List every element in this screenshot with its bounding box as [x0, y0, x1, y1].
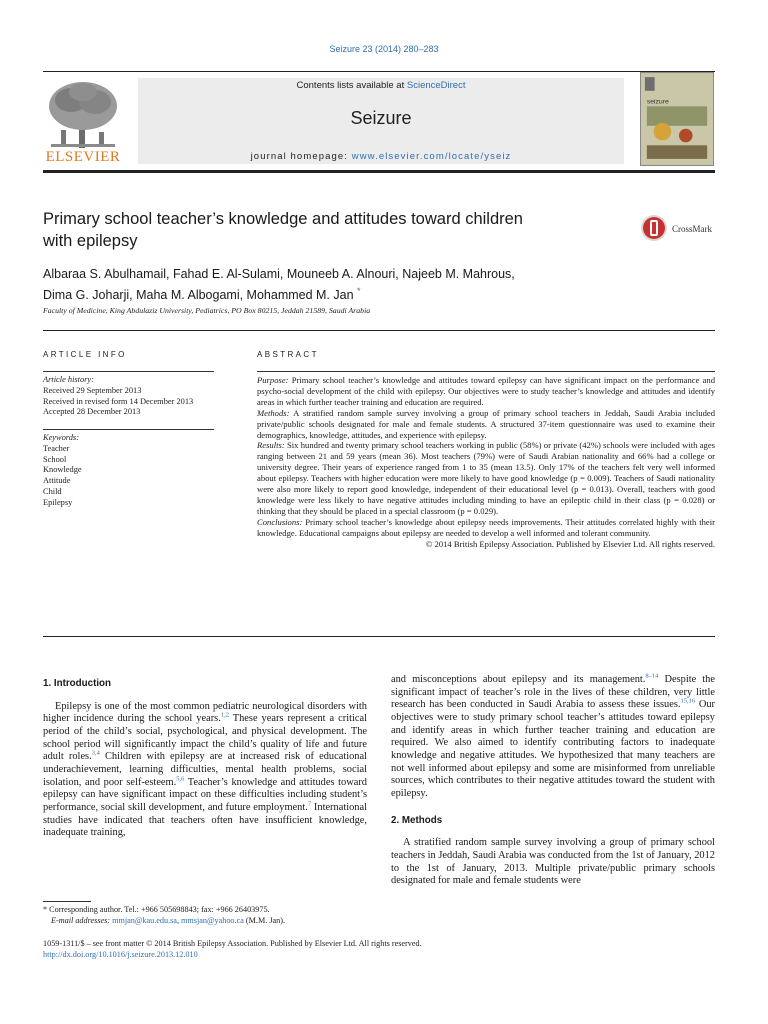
abstract-top-rule: [257, 371, 715, 372]
conclusions-label: Conclusions:: [257, 516, 303, 527]
footnote-contact: Corresponding author. Tel.: +966 505698843; fax: +966 26403975.: [47, 905, 270, 914]
intro-continued-paragraph: [391, 674, 715, 801]
abstract-conclusions: [257, 517, 715, 539]
reference-link[interactable]: 15,16: [680, 697, 696, 705]
intro-text-2: These years represent a critical period of the child’s social, psychological, and physical development. The school period will significantly impact the child’s quality of life and future adult roles.: [43, 713, 367, 763]
masthead-bottom-rule: [43, 170, 715, 173]
issn-line: 1059-1311/$ – see front matter © 2014 British Epilepsy Association. Published by Elsevier Ltd. All rights reserved.: [43, 939, 422, 948]
doi-link[interactable]: http://dx.doi.org/10.1016/j.seizure.2013.12.010: [43, 950, 198, 959]
keyword-item: Child: [43, 486, 62, 496]
crossmark-label[interactable]: CrossMark: [672, 224, 712, 234]
abstract-copyright: © 2014 British Epilepsy Association. Published by Elsevier Ltd. All rights reserved.: [425, 538, 715, 549]
article-info-rule: [43, 371, 214, 372]
homepage-link[interactable]: www.elsevier.com/locate/yseiz: [351, 151, 512, 162]
keyword-item: School: [43, 454, 67, 464]
abstract-heading: ABSTRACT: [257, 350, 319, 359]
keywords-block: [43, 433, 243, 509]
abstract-methods: [257, 408, 715, 441]
introduction-paragraph: [43, 701, 367, 840]
body-column-left: [43, 674, 367, 840]
journal-homepage-line: [138, 151, 624, 162]
front-matter-footer: [43, 938, 703, 960]
intro-text-5: International studies have indicated that teachers often have insufficient knowledge, inadequate training,: [43, 801, 367, 839]
introduction-heading: 1. Introduction: [43, 678, 112, 689]
abstract-results: [257, 440, 715, 516]
title-line-1: Primary school teacher’s knowledge and attitudes toward children: [43, 210, 523, 228]
purpose-text: Primary school teacher’s knowledge and attitudes toward epilepsy can have significant impact on the performance and psycho-social development of the child with epilepsy. Our objectives were to study teacher’s knowledge and attitudes and identify areas in which further teacher training and education are required.: [257, 375, 715, 407]
article-info-heading: ARTICLE INFO: [43, 350, 127, 359]
keywords-label: Keywords:: [43, 433, 79, 442]
intro-text-1: Epilepsy is one of the most common pediatric neurological disorders with higher incidence during the school years.: [43, 700, 367, 725]
conclusions-text: Primary school teacher’s knowledge about epilepsy needs improvements. Their attitudes correlated highly with their knowledge. Educational campaigns about epilepsy are needed to develop a well informed and tolerant community.: [257, 516, 715, 538]
reference-link[interactable]: 1,2: [220, 711, 229, 719]
purpose-label: Purpose:: [257, 375, 289, 385]
intro-text-4: Teacher’s knowledge and attitudes toward epilepsy can have significant impact on these difficulties including student’s performance, social skill development, and future employment.: [43, 776, 367, 813]
reference-link[interactable]: 8–14: [645, 672, 659, 680]
results-text: Six hundred and twenty primary school teachers working in public (58%) or private (42%) schools were included with ages ranging between 21 and 59 years (mean 36). Most teachers (79%) were of Saudi Arabian nationality and 66% had a college or university degree. Their years of experience ranged from 1 to 35 (mean 13.5). Only 17% of the teachers felt very well informed about epilepsy. Teachers with higher education were more likely to have good knowledge (p = 0.009). Teachers of Saudi nationality were also more likely to report good knowledge, independent of their educational level (p = 0.013). Overall, teachers with good knowledge were less likely to have negative attitudes including minding to have an epileptic child in their class (p = 0.028) or thinking that they should be placed in a special classroom (p = 0.029).: [257, 440, 715, 516]
right-text-1: and misconceptions about epilepsy and its management.: [391, 674, 646, 685]
title-line-2: with epilepsy: [43, 232, 138, 250]
methods-heading: 2. Methods: [391, 814, 443, 826]
header-rule: [43, 330, 715, 331]
intro-text-3: Children with epilepsy are at increased risk of educational underachievement, learning difficulties, mental health problems, social isolation, and poor self-esteem.: [43, 751, 367, 788]
right-text-2: Despite the significant impact of teacher’s role in the lives of these children, very little research has been conducted in Saudi Arabia to assess these issues.: [391, 674, 715, 711]
contents-line: [138, 80, 624, 91]
authors-line-2: Dima G. Joharji, Maha M. Albogami, Mohammed M. Jan: [43, 288, 354, 303]
paper-title: [43, 208, 623, 252]
footnote-rule: [43, 901, 91, 902]
affiliation: Faculty of Medicine, King Abdulaziz University, Pediatrics, PO Box 80215, Jeddah 21589, Saudi Arabia: [43, 306, 371, 315]
authors-line-1: Albaraa S. Abulhamail, Fahad E. Al-Sulami, Mouneeb A. Alnouri, Najeeb M. Mahrous,: [43, 267, 515, 281]
sciencedirect-link[interactable]: ScienceDirect: [406, 80, 466, 91]
keyword-item: Attitude: [43, 476, 71, 486]
methods-label: Methods:: [257, 407, 290, 418]
corresponding-author-footnote: [43, 905, 373, 927]
homepage-prefix: journal homepage:: [250, 151, 352, 162]
abstract-purpose: [257, 375, 715, 408]
keywords-rule: [43, 429, 214, 430]
accepted-date: Accepted 28 December 2013: [43, 407, 141, 417]
email-link-2[interactable]: mmsjan@yahoo.ca: [181, 915, 244, 925]
journal-citation[interactable]: Seizure 23 (2014) 280–283: [329, 44, 439, 54]
methods-text: A stratified random sample survey involving a group of primary school teachers in Jeddah, Saudi Arabia included private/public schools designated for male and female students. A structured 37-item questionnaire was used to examine their demographics, knowledge, attitudes, and experience with epilepsy.: [257, 407, 715, 440]
revised-date: Received in revised form 14 December 2013: [43, 396, 194, 406]
publisher-logo-text: ELSEVIER: [45, 149, 121, 165]
email-separator: ,: [176, 915, 182, 925]
abstract-body: [257, 375, 715, 550]
email-label: E-mail addresses:: [51, 915, 111, 925]
email-link-1[interactable]: mmjan@kau.edu.sa: [112, 915, 177, 925]
reference-link[interactable]: 3,4: [91, 749, 100, 757]
keyword-item: Teacher: [43, 443, 70, 453]
history-label: Article history:: [43, 375, 94, 384]
right-text-3: Our objectives were to study primary school teacher’s attitudes toward epilepsy and identify areas in which further teacher training and education are required. We also aimed to identify contributing factors to inadequate knowledge and negative attitudes. We hypothesized that many teachers are not well informed about epilepsy and some are misinformed from unreliable sources, which contributes to their negative attitudes toward the student with epilepsy.: [391, 699, 715, 799]
contents-prefix: Contents lists available at: [296, 80, 407, 91]
methods-paragraph: A stratified random sample survey involving a group of primary school teachers in Jeddah, Saudi Arabia was conducted from the 1st of January, 2012 to the 1st of January, 2013. Multiple private/public primary schools designated for male and female students were: [391, 837, 715, 887]
results-label: Results:: [257, 440, 285, 451]
article-history: [43, 375, 243, 418]
cover-label: seizure: [646, 98, 669, 106]
footnote-star: *: [43, 905, 48, 914]
authors-line-2-wrap: [43, 283, 643, 304]
reference-link[interactable]: 7: [307, 800, 312, 808]
keyword-item: Epilepsy: [43, 497, 73, 507]
author-list: [43, 266, 643, 304]
keyword-item: Knowledge: [43, 465, 82, 475]
top-rule: [43, 71, 715, 72]
reference-link[interactable]: 5,6: [176, 775, 185, 783]
abstract-bottom-rule: [43, 636, 715, 637]
email-tail: (M.M. Jan).: [243, 915, 286, 925]
journal-title: Seizure: [350, 108, 412, 128]
corresponding-author-mark[interactable]: *: [357, 286, 361, 296]
journal-cover-image: [640, 72, 714, 166]
received-date: Received 29 September 2013: [43, 385, 142, 395]
body-column-right: [391, 674, 715, 888]
